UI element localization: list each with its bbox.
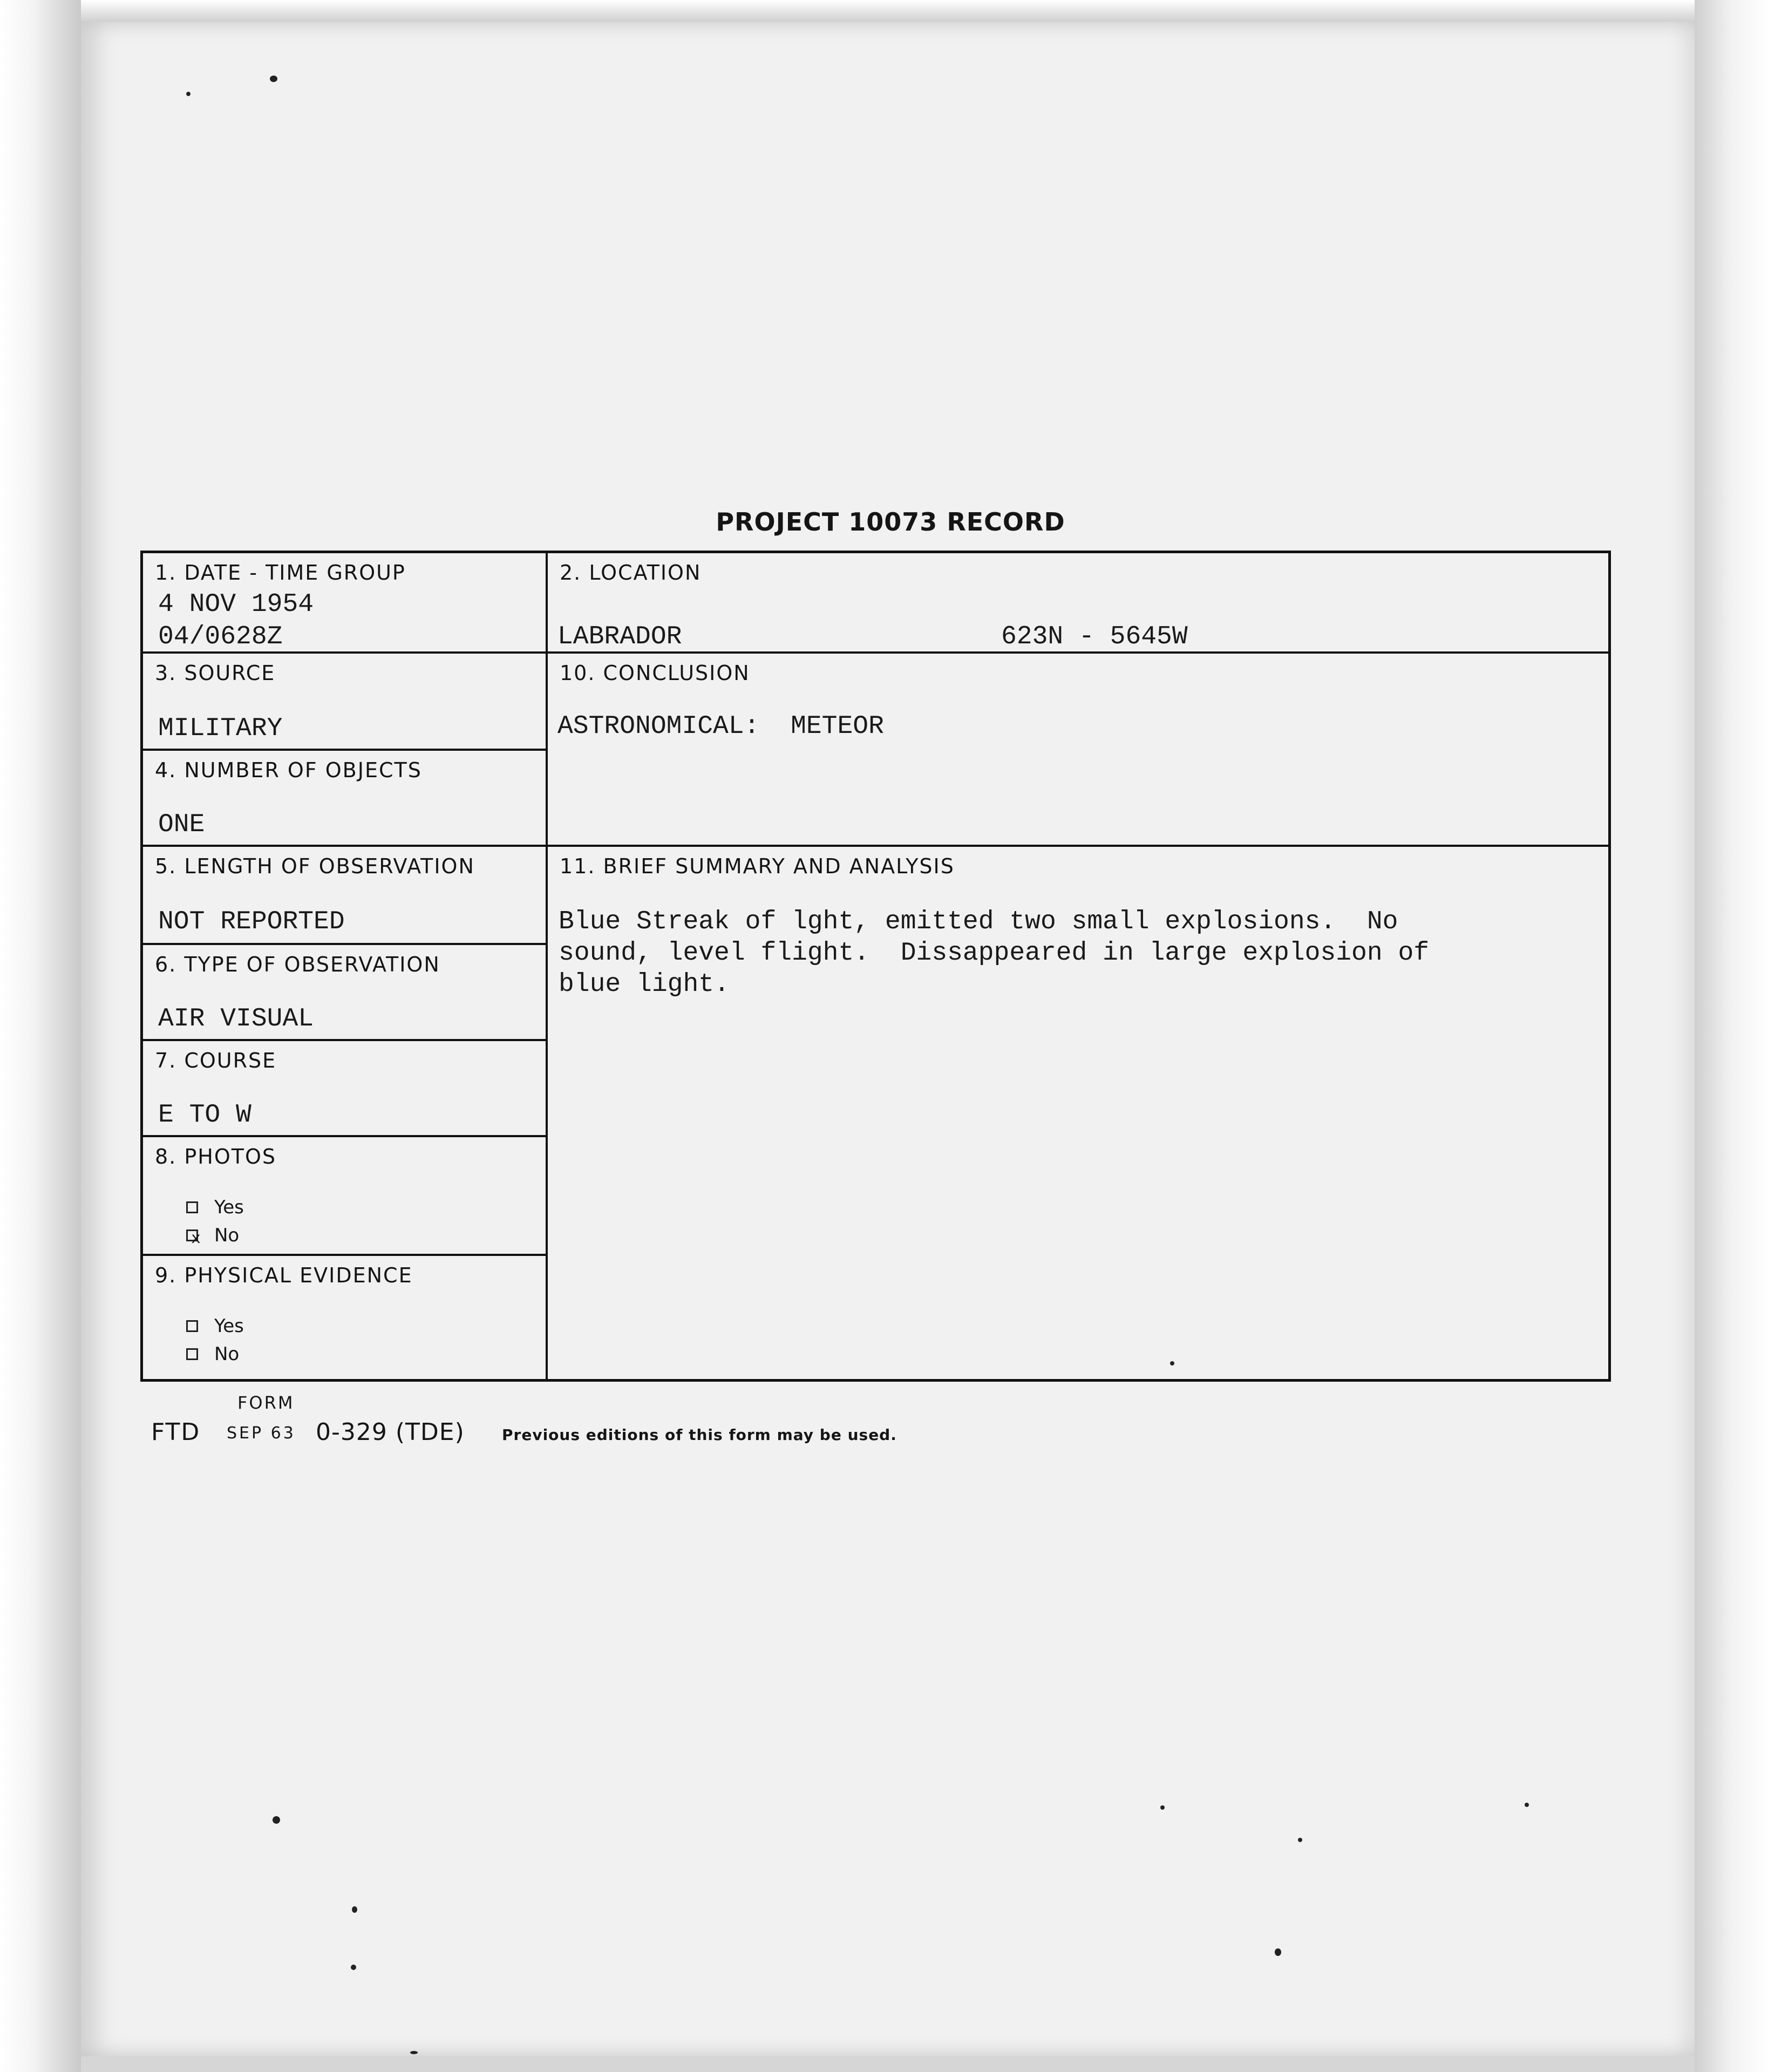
photos-label: 8. PHOTOS [155, 1145, 276, 1169]
scan-speck [1525, 1803, 1529, 1807]
course-label: 7. COURSE [155, 1049, 277, 1072]
footer-form-number: 0-329 (TDE) [316, 1418, 465, 1446]
photos-yes-label: Yes [214, 1197, 244, 1218]
number-of-objects-value: ONE [158, 810, 205, 839]
photos-yes-option[interactable] [186, 1197, 244, 1218]
footer-ftd: FTD [151, 1418, 201, 1446]
physical-evidence-label: 9. PHYSICAL EVIDENCE [155, 1263, 413, 1287]
scan-speck [1160, 1805, 1165, 1810]
physical-evidence-yes-label: Yes [214, 1315, 244, 1337]
date-value: 4 NOV 1954 [158, 590, 314, 619]
type-of-observation-cell [143, 943, 548, 1039]
source-cell [143, 651, 548, 749]
footer-note: Previous editions of this form may be used. [502, 1426, 897, 1444]
photos-yes-checkbox[interactable] [186, 1201, 198, 1213]
physical-evidence-no-label: No [214, 1343, 240, 1365]
scan-right-edge [1695, 0, 1768, 2072]
source-label: 3. SOURCE [155, 661, 276, 685]
photos-no-checkbox[interactable] [186, 1229, 198, 1241]
scan-top-edge [0, 0, 1768, 22]
course-value: E TO W [158, 1100, 251, 1130]
time-value: 04/0628Z [158, 622, 283, 651]
scan-speck [270, 76, 277, 82]
photos-cell [143, 1135, 548, 1254]
location-coordinates: 623N - 5645W [1001, 622, 1188, 651]
scan-speck [352, 1906, 357, 1913]
conclusion-value: ASTRONOMICAL: METEOR [557, 712, 884, 741]
record-title: PROJECT 10073 RECORD [716, 507, 1065, 536]
summary-cell [548, 845, 1608, 1379]
scan-speck [410, 2051, 418, 2054]
summary-text: Blue Streak of lght, emitted two small explosions. No sound, level flight. Dissappeared in large explosion of blue light. [559, 907, 1430, 999]
location-label: 2. LOCATION [560, 561, 702, 585]
scan-speck [1298, 1838, 1302, 1842]
photos-no-label: No [214, 1225, 240, 1246]
summary-label: 11. BRIEF SUMMARY AND ANALYSIS [560, 854, 955, 878]
footer-form-word: FORM [237, 1392, 295, 1413]
length-of-observation-value: NOT REPORTED [158, 907, 345, 936]
record-form [140, 551, 1611, 1382]
number-of-objects-cell [143, 749, 548, 845]
type-of-observation-label: 6. TYPE OF OBSERVATION [155, 953, 440, 976]
location-cell [548, 553, 1608, 651]
location-place: LABRADOR [557, 622, 682, 651]
conclusion-cell [548, 651, 1608, 845]
physical-evidence-yes-checkbox[interactable] [186, 1320, 198, 1332]
scan-speck [186, 92, 191, 96]
length-of-observation-cell [143, 845, 548, 943]
course-cell [143, 1039, 548, 1135]
physical-evidence-no-checkbox[interactable] [186, 1348, 198, 1360]
footer-form-date: SEP 63 [227, 1424, 296, 1443]
date-time-label: 1. DATE - TIME GROUP [155, 561, 406, 585]
scan-speck [351, 1965, 356, 1970]
conclusion-label: 10. CONCLUSION [560, 661, 750, 685]
length-of-observation-label: 5. LENGTH OF OBSERVATION [155, 854, 475, 878]
scan-left-edge [0, 0, 81, 2072]
number-of-objects-label: 4. NUMBER OF OBJECTS [155, 758, 422, 782]
photos-no-option[interactable] [186, 1225, 239, 1246]
date-time-cell [143, 553, 548, 651]
scan-speck [1275, 1948, 1281, 1956]
physical-evidence-cell [143, 1254, 548, 1379]
physical-evidence-yes-option[interactable] [186, 1315, 244, 1337]
scan-speck [273, 1816, 280, 1824]
source-value: MILITARY [158, 714, 283, 743]
type-of-observation-value: AIR VISUAL [158, 1004, 314, 1034]
physical-evidence-no-option[interactable] [186, 1343, 239, 1365]
form-footer [151, 1392, 1123, 1452]
